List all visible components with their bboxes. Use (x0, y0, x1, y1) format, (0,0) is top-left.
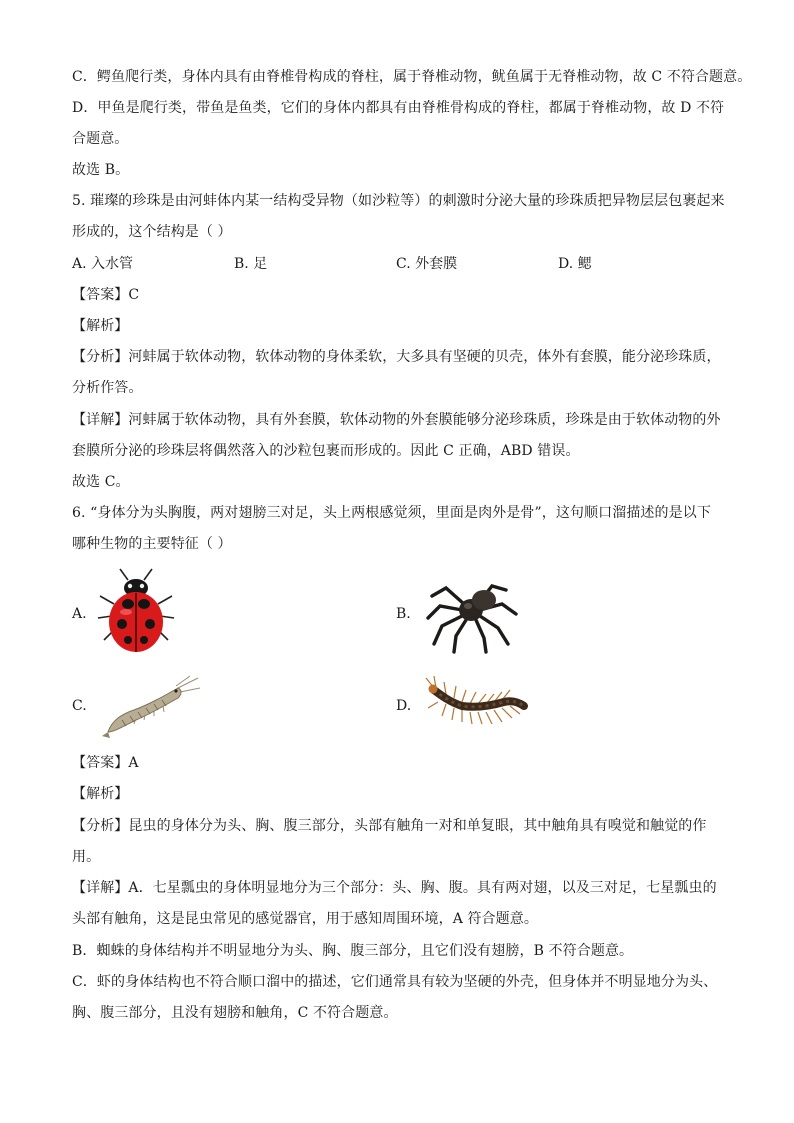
question-5-stem: 5. 璀璨的珍珠是由河蚌体内某一结构受异物（如沙粒等）的刺激时分泌大量的珍珠质把异物层层包裹起来 (72, 193, 725, 209)
xiangjie-5: 套膜所分泌的珍珠层将偶然落入的沙粒包裹而形成的。因此 C 正确，ABD 错误。 (72, 443, 580, 459)
option-c-label: C. (72, 698, 87, 714)
spider-image (424, 574, 520, 654)
xiangjie-5: 【详解】河蚌属于软体动物，具有外套膜，软体动物的外套膜能够分泌珍珠质，珍珠是由于软体动物的外 (72, 412, 721, 428)
fenxi-6: 用。 (72, 849, 101, 865)
centipede-image (420, 676, 532, 732)
text-line: C．鳄鱼爬行类，身体内具有由脊椎骨构成的脊柱，属于脊椎动物，鱿鱼属于无脊椎动物，故 C 不符合题意。 (72, 69, 752, 85)
xiangjie-6: 头部有触角，这是昆虫常见的感觉器官，用于感知周围环境，A 符合题意。 (72, 911, 538, 927)
fenxi-6: 【分析】昆虫的身体分为头、胸、腹三部分，头部有触角一对和单复眼，其中触角具有嗅觉和触觉的作 (72, 818, 707, 834)
conclusion-5: 故选 C。 (72, 474, 130, 490)
analysis-heading-5: 【解析】 (72, 318, 129, 334)
fenxi-5: 【分析】河蚌属于软体动物，软体动物的身体柔软，大多具有坚硬的贝壳，体外有套膜，能分泌珍珠质， (72, 349, 721, 365)
option-d-label: D. (396, 698, 412, 714)
option-a-label: A. (72, 606, 87, 622)
answer-6: 【答案】A (72, 755, 139, 771)
text-line: 合题意。 (72, 131, 129, 147)
text-line: 故选 B。 (72, 162, 130, 178)
option-d: D. 鳃 (558, 256, 592, 272)
answer-5: 【答案】C (72, 287, 140, 303)
xiangjie-6: 【详解】A．七星瓢虫的身体明显地分为三个部分：头、胸、腹。具有两对翅，以及三对足，七星瓢虫的 (72, 880, 717, 896)
shrimp-image (98, 674, 202, 738)
explanation-b: B．蜘蛛的身体结构并不明显地分为头、胸、腹三部分，且它们没有翅膀，B 不符合题意。 (72, 943, 634, 959)
option-b: B. 足 (234, 256, 268, 272)
question-5-stem: 形成的，这个结构是（ ） (72, 224, 232, 240)
fenxi-5: 分析作答。 (72, 380, 143, 396)
question-6-stem: 6. “身体分为头胸腹，两对翅膀三对足，头上两根感觉须，里面是肉外是骨”，这句顺口溜描述的是以下 (72, 505, 711, 521)
option-c: C. 外套膜 (396, 256, 458, 272)
analysis-heading-6: 【解析】 (72, 786, 129, 802)
text-line: D．甲鱼是爬行类，带鱼是鱼类，它们的身体内都具有由脊椎骨构成的脊柱，都属于脊椎动物，故 D 不符 (72, 100, 725, 116)
explanation-c: 胸、腹三部分，且没有翅膀和触角，C 不符合题意。 (72, 1005, 398, 1021)
option-a: A. 入水管 (72, 256, 134, 272)
option-b-label: B. (396, 606, 411, 622)
ladybug-image (94, 566, 178, 656)
question-6-stem: 哪种生物的主要特征（ ） (72, 536, 232, 552)
explanation-c: C．虾的身体结构也不符合顺口溜中的描述，它们通常具有较为坚硬的外壳，但身体并不明显地分为头、 (72, 974, 718, 990)
